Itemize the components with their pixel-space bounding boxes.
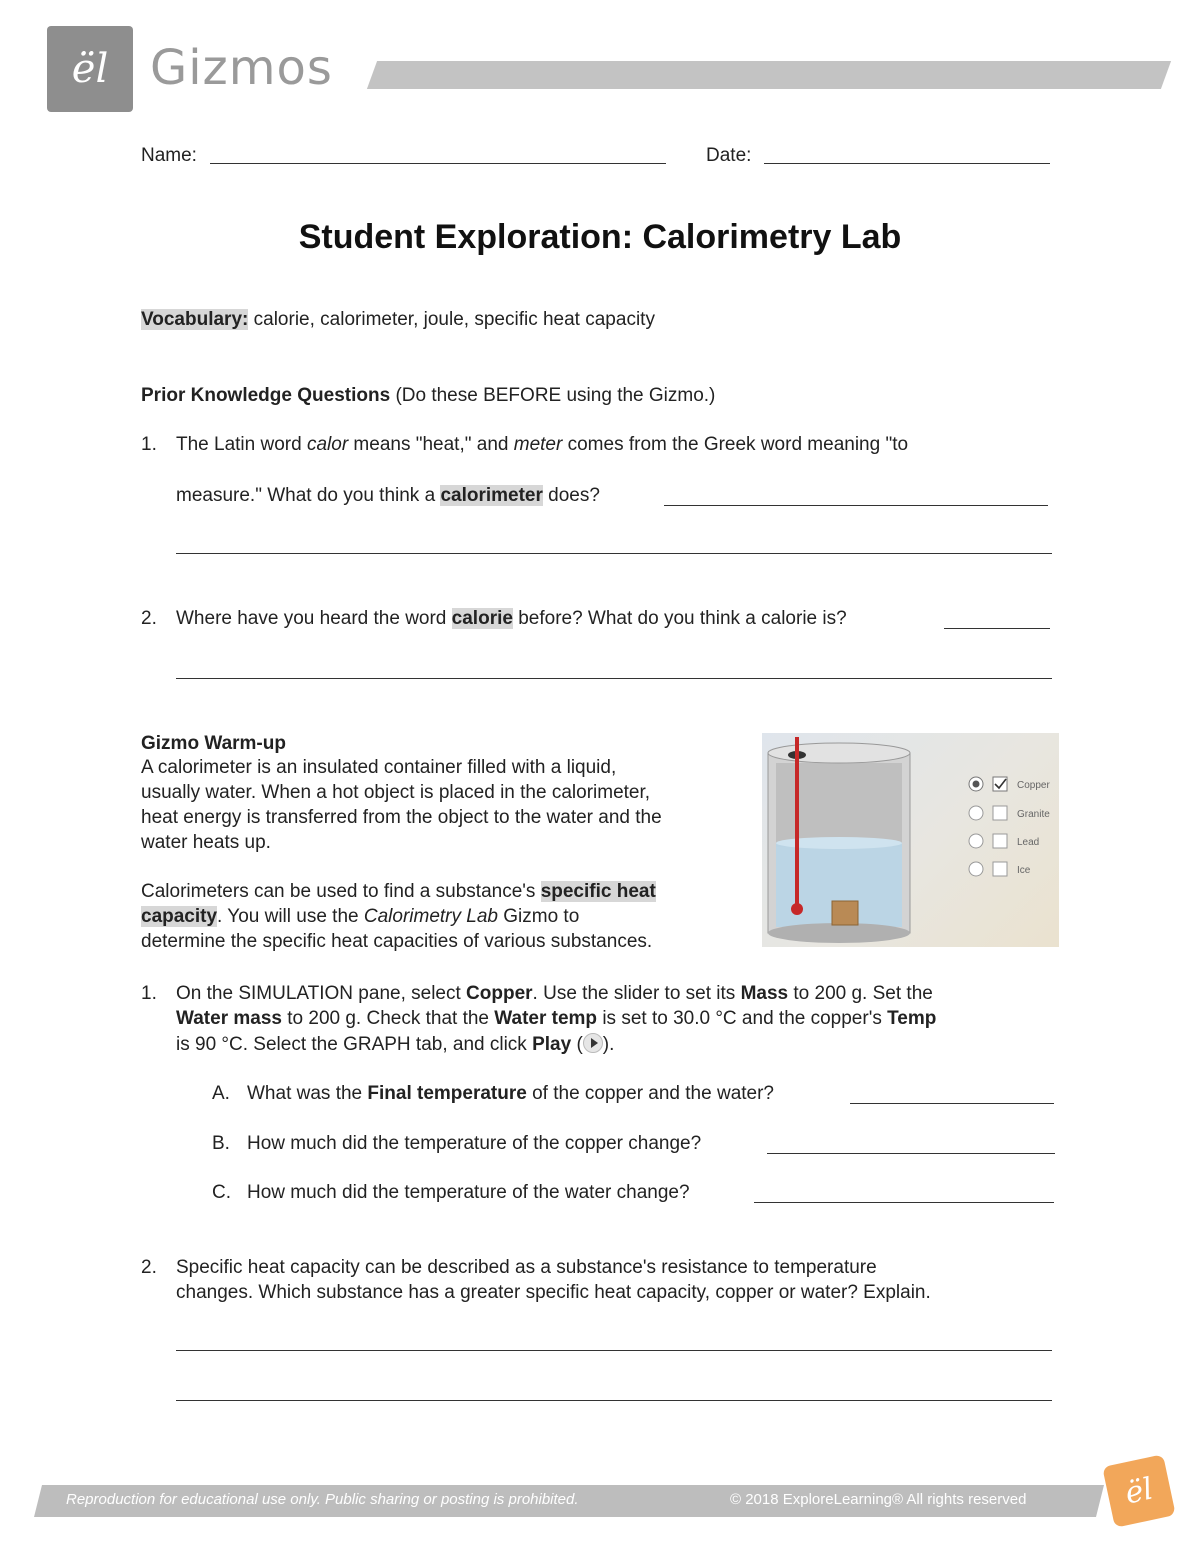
text: before? What do you think a calorie is? [512,608,847,629]
option-ice-label: Ice [1017,865,1031,876]
text: The Latin word [176,434,307,455]
text: does? [542,485,600,506]
text: Where have you heard the word [176,608,452,629]
text: What was the [247,1083,368,1104]
calorimeter-inner-upper [776,763,902,847]
answer-line[interactable] [754,1202,1054,1203]
prior-note: (Do these BEFORE using the Gizmo.) [395,385,716,406]
vocab-highlight: calorimeter [440,485,543,506]
vocab-highlight: calorie [451,608,513,629]
text: Gizmo to [497,906,580,927]
vocab-highlight: capacity [141,906,218,927]
activity-q1-l1 [176,982,933,1006]
text: measure." What do you think a [176,485,441,506]
text-bold: Mass [740,983,789,1004]
warmup-p1-l3: heat energy is transferred from the object to the water and the [141,807,662,828]
question-number: 1. [141,983,157,1004]
calorimeter-figure [762,733,1059,947]
prior-q1-line1 [176,433,908,457]
text-bold: Final temperature [367,1083,527,1104]
question-number: 2. [141,608,157,629]
radio-ice[interactable] [969,862,983,876]
option-copper-label: Copper [1017,780,1050,791]
option-granite-label: Granite [1017,809,1050,820]
water-surface [776,837,902,849]
radio-copper-dot [973,781,980,788]
checkbox-ice[interactable] [993,862,1007,876]
text: to 200 g. Set the [788,983,933,1004]
activity-q1-l3 [176,1033,614,1057]
date-label: Date: [706,145,752,166]
answer-line[interactable] [176,553,1052,554]
gizmos-brand: Gizmos [150,40,333,96]
checkbox-granite[interactable] [993,806,1007,820]
text: of the copper and the water? [526,1083,774,1104]
text: ). [602,1034,615,1055]
warmup-heading: Gizmo Warm-up [141,733,286,754]
prior-heading-text: Prior Knowledge Questions [141,385,391,406]
question-number: 2. [141,1257,157,1278]
text: On the SIMULATION pane, select [176,983,467,1004]
checkbox-lead[interactable] [993,834,1007,848]
activity-q1b-letter: B. [212,1133,230,1154]
answer-line[interactable] [944,628,1050,629]
footer-disclaimer: Reproduction for educational use only. Public sharing or posting is prohibited. [66,1491,579,1508]
prior-q1-line2 [176,484,600,508]
logo-glyph: ël [71,46,109,92]
activity-q1c: How much did the temperature of the water change? [247,1182,690,1203]
activity-q1c-letter: C. [212,1182,231,1203]
answer-line[interactable] [664,505,1048,506]
name-label: Name: [141,145,197,166]
calorimeter-bottom [768,923,910,943]
text-italic: calor [306,434,349,455]
text: . You will use the [217,906,364,927]
warmup-p1-l1: A calorimeter is an insulated container filled with a liquid, [141,757,617,778]
text: means "heat," and [348,434,514,455]
radio-lead[interactable] [969,834,983,848]
text-bold: Play [532,1034,572,1055]
vocabulary-terms: calorie, calorimeter, joule, specific heat capacity [253,309,655,330]
text: is 90 °C. Select the GRAPH tab, and click [176,1034,533,1055]
copper-block [832,901,858,925]
answer-line[interactable] [176,1400,1052,1401]
text-italic: meter [513,434,563,455]
text: is set to 30.0 °C and the copper's [597,1008,888,1029]
thermometer-bulb [791,903,803,915]
activity-q1a-letter: A. [212,1083,230,1104]
text: comes from the Greek word meaning "to [562,434,909,455]
radio-granite[interactable] [969,806,983,820]
activity-q1b: How much did the temperature of the copper change? [247,1133,702,1154]
text: Calorimeters can be used to find a substance's [141,881,541,902]
activity-q2-l1: Specific heat capacity can be described as a substance's resistance to temperature [176,1257,877,1278]
date-field[interactable] [764,163,1050,164]
corner-logo [1102,1454,1176,1528]
footer-copyright: © 2018 ExploreLearning® All rights reserved [730,1491,1027,1508]
prior-q2-line [176,607,847,631]
activity-q2-l2: changes. Which substance has a greater specific heat capacity, copper or water? Explain. [176,1282,931,1303]
text-bold: Water mass [176,1008,282,1029]
vocabulary-line [141,308,655,332]
header-bar [367,61,1171,89]
text-bold: Water temp [494,1008,598,1029]
warmup-p1-l4: water heats up. [141,832,271,853]
thermometer [795,737,799,905]
warmup-p2-l2 [141,905,579,929]
answer-line[interactable] [767,1153,1055,1154]
answer-line[interactable] [176,1350,1052,1351]
text-bold: Copper [466,983,533,1004]
vocab-highlight: specific heat [540,881,656,902]
prior-knowledge-heading [141,384,715,408]
warmup-p1-l2: usually water. When a hot object is placed in the calorimeter, [141,782,651,803]
text-italic: Calorimetry Lab [363,906,498,927]
calorimeter-illustration [762,733,1059,947]
name-field[interactable] [210,163,666,164]
answer-line[interactable] [850,1103,1054,1104]
vocabulary-label: Vocabulary: [141,309,249,330]
option-lead-label: Lead [1017,837,1040,848]
play-icon [583,1033,603,1053]
question-number: 1. [141,434,157,455]
warmup-p2-l1 [141,880,656,904]
text-bold: Temp [887,1008,937,1029]
page-title: Student Exploration: Calorimetry Lab [298,218,902,256]
corner-logo-glyph: ël [1121,1471,1157,1511]
warmup-p2-l3: determine the specific heat capacities of various substances. [141,931,653,952]
text: to 200 g. Check that the [281,1008,495,1029]
activity-q1-l2 [176,1007,936,1031]
text: . Use the slider to set its [532,983,741,1004]
activity-q1a [247,1082,774,1106]
text: ( [571,1034,583,1055]
explorelearning-logo [47,26,133,112]
answer-line[interactable] [176,678,1052,679]
